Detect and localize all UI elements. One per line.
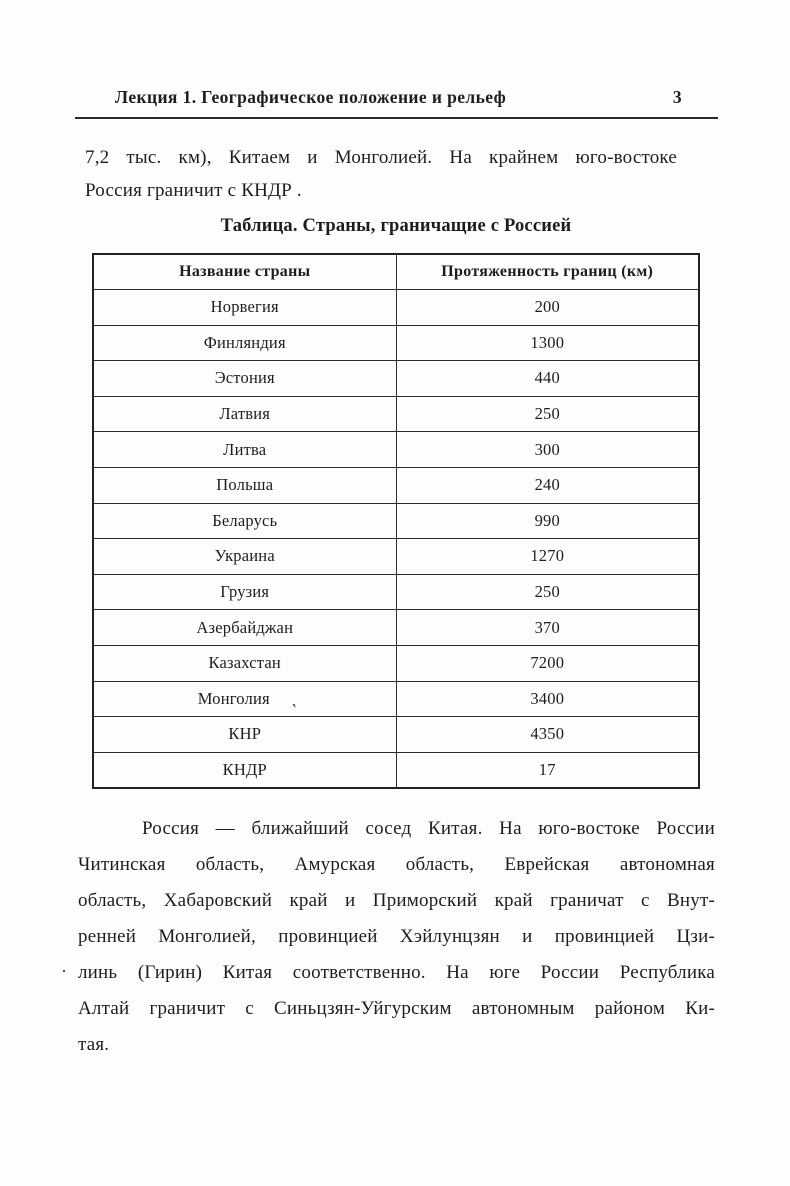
country-cell: КНДР <box>93 752 396 788</box>
length-cell: 17 <box>396 752 699 788</box>
table-row <box>93 539 699 575</box>
length-cell: 240 <box>396 467 699 503</box>
length-cell: 200 <box>396 290 699 326</box>
column-header-country: Название страны <box>93 254 396 290</box>
country-cell: Беларусь <box>93 503 396 539</box>
country-cell: Латвия <box>93 396 396 432</box>
country-cell: Норвегия <box>93 290 396 326</box>
table-row <box>93 325 699 361</box>
length-cell: 4350 <box>396 717 699 753</box>
length-cell: 370 <box>396 610 699 646</box>
country-cell: Литва <box>93 432 396 468</box>
length-cell: 250 <box>396 396 699 432</box>
intro-paragraph <box>85 141 677 207</box>
text-line: Россия — ближайший сосед Китая. На юго-востоке России <box>142 818 715 840</box>
table-header-row <box>93 254 699 290</box>
text-line: ренней Монголией, провинцией Хэйлунцзян и провинцией Цзи- <box>78 926 715 948</box>
table-caption: Таблица. Страны, граничащие с Россией <box>220 216 572 236</box>
country-cell: КНР <box>93 717 396 753</box>
table-row <box>93 574 699 610</box>
page-header <box>75 86 718 108</box>
text-line: Алтай граничит с Синьцзян-Уйгурским автономным районом Ки- <box>78 998 715 1020</box>
stray-ink-mark: , <box>284 694 299 710</box>
table-row <box>93 717 699 753</box>
table-row <box>93 396 699 432</box>
country-cell: Украина <box>93 539 396 575</box>
length-cell: 7200 <box>396 645 699 681</box>
body-paragraph <box>61 811 715 1063</box>
table-row <box>93 467 699 503</box>
country-cell <box>93 681 396 717</box>
text-line: Читинская область, Амурская область, Еврейская автономная <box>78 854 715 876</box>
borders-table <box>92 253 700 789</box>
header-rule <box>75 117 718 119</box>
length-cell: 250 <box>396 574 699 610</box>
table-header <box>93 254 699 290</box>
length-cell: 300 <box>396 432 699 468</box>
table-row <box>93 610 699 646</box>
country-cell: Азербайджан <box>93 610 396 646</box>
text-line-content: линь (Гирин) Китая соответственно. На юге России Республика <box>78 962 715 984</box>
table-row <box>93 752 699 788</box>
text-line: тая. <box>78 1034 110 1056</box>
text-line: Россия граничит с КНДР . <box>85 180 302 201</box>
text-line: 7,2 тыс. км), Китаем и Монголией. На крайнем юго-востоке <box>85 147 677 168</box>
length-cell: 1270 <box>396 539 699 575</box>
country-cell: Финляндия <box>93 325 396 361</box>
length-cell: 440 <box>396 361 699 397</box>
column-header-length: Протяженность границ (км) <box>396 254 699 290</box>
country-cell: Грузия <box>93 574 396 610</box>
text-line: область, Хабаровский край и Приморский край граничат с Внут- <box>78 890 715 912</box>
table-row <box>93 645 699 681</box>
text-line <box>61 955 715 991</box>
header-title: Лекция 1. Географическое положение и рельеф <box>115 87 507 107</box>
length-cell: 990 <box>396 503 699 539</box>
table-row <box>93 361 699 397</box>
margin-dot-mark: · <box>61 961 68 982</box>
length-cell: 3400 <box>396 681 699 717</box>
table-row <box>93 503 699 539</box>
length-cell: 1300 <box>396 325 699 361</box>
table-row <box>93 432 699 468</box>
country-cell: Казахстан <box>93 645 396 681</box>
table-row <box>93 681 699 717</box>
country-cell: Эстония <box>93 361 396 397</box>
table-row <box>93 290 699 326</box>
country-name: Монголия <box>197 688 270 708</box>
page-number: 3 <box>672 87 682 107</box>
table-body <box>93 290 699 789</box>
country-cell: Польша <box>93 467 396 503</box>
